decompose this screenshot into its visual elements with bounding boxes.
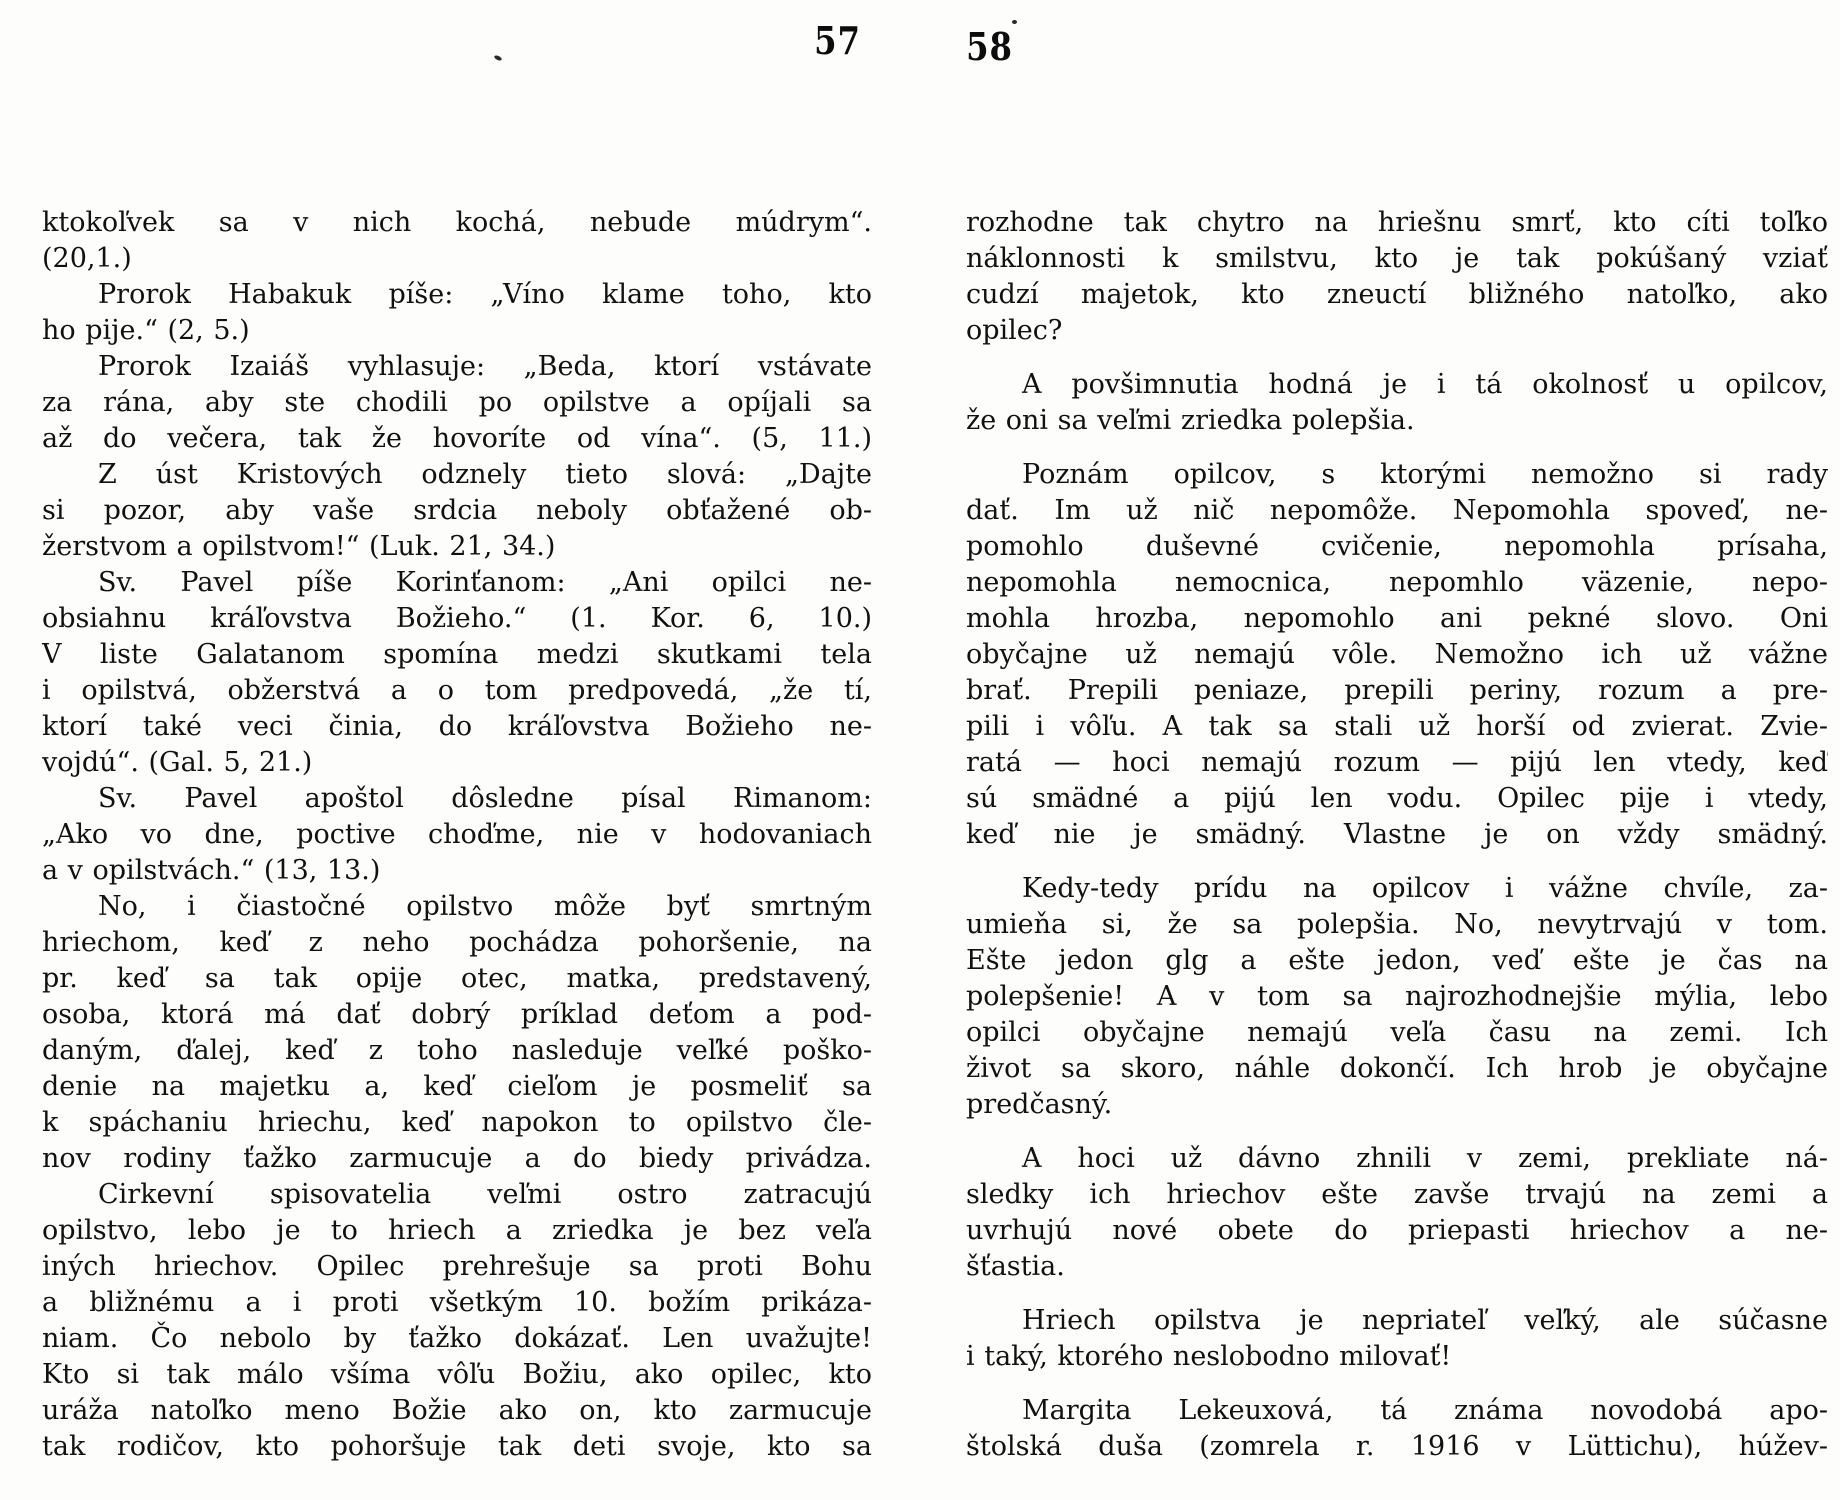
text-line: dať. Im už nič nepomôže. Nepomohla spoveď, ne- (966, 495, 1828, 526)
paragraph (966, 205, 1828, 349)
text-line: obyčajne už nemajú vôle. Nemožno ich už vážne (966, 639, 1828, 670)
text-line: V liste Galatanom spomína medzi skutkami tela (42, 639, 872, 670)
text-line: brať. Prepili peniaze, prepili periny, rozum a pre- (966, 675, 1828, 706)
text-line: sú smädné a pijú len vodu. Opilec pije i vtedy, (966, 783, 1828, 814)
text-line: rozhodne tak chytro na hriešnu smrť, kto cíti toľko (966, 207, 1828, 238)
paragraph (966, 1393, 1828, 1465)
text-line: Z úst Kristových odznely tieto slová: „Dajte (98, 459, 872, 490)
paragraph (966, 871, 1828, 1123)
text-line: niam. Čo nebolo by ťažko dokázať. Len uvažujte! (42, 1323, 872, 1354)
text-line: A povšimnutia hodná je i tá okolnosť u opilcov, (1022, 369, 1828, 400)
text-line: denie na majetku a, keď cieľom je posmeliť sa (42, 1071, 872, 1102)
text-line: opilec? (966, 315, 1063, 346)
text-line: Ešte jedon glg a ešte jedon, veď ešte je čas na (966, 945, 1828, 976)
paragraph (966, 457, 1828, 853)
text-line: predčasný. (966, 1089, 1113, 1120)
text-line: mohla hrozba, nepomohlo ani pekné slovo. Oni (966, 603, 1828, 634)
text-line: ktokoľvek sa v nich kochá, nebude múdrym“. (42, 207, 872, 238)
text-line: pomohlo duševné cvičenie, nepomohla prísaha, (966, 531, 1828, 562)
text-line: si pozor, aby vaše srdcia neboly obťažené ob- (42, 495, 872, 526)
text-line: Hriech opilstva je nepriateľ veľký, ale súčasne (1022, 1305, 1828, 1336)
text-line: a bližnému a i proti všetkým 10. božím prikáza- (42, 1287, 872, 1318)
text-line: štolská duša (zomrela r. 1916 v Lüttichu), húžev- (966, 1431, 1828, 1462)
text-line: cudzí majetok, kto zneuctí bližného natoľko, ako (966, 279, 1828, 310)
scan-artifact-speck (494, 55, 503, 62)
text-line: nov rodiny ťažko zarmucuje a do biedy privádza. (42, 1143, 872, 1174)
page-number-left: 57 (814, 18, 861, 63)
text-line: až do večera, tak že hovoríte od vína“. (5, 11.) (42, 423, 872, 454)
paragraph (966, 1141, 1828, 1285)
text-line: ratá — hoci nemajú rozum — pijú len vtedy, keď (966, 747, 1828, 778)
text-line: hriechom, keď z neho pochádza pohoršenie, na (42, 927, 872, 958)
text-line: polepšenie! A v tom sa najrozhodnejšie mýlia, lebo (966, 981, 1828, 1012)
text-line: A hoci už dávno zhnili v zemi, prekliate ná- (1022, 1143, 1828, 1174)
text-line: (20,1.) (42, 243, 132, 274)
text-line: ktorí také veci činia, do kráľovstva Božieho ne- (42, 711, 872, 742)
text-line: nepomohla nemocnica, nepomhlo väzenie, nepo- (966, 567, 1828, 598)
text-line: za rána, aby ste chodili po opilstve a opíjali sa (42, 387, 872, 418)
text-line: i taký, ktorého neslobodno milovať! (966, 1341, 1452, 1372)
text-line: No, i čiastočné opilstvo môže byť smrtným (98, 891, 872, 922)
text-line: sledky ich hriechov ešte zavše trvajú na zemi a (966, 1179, 1828, 1210)
text-line: život sa skoro, náhle dokončí. Ich hrob je obyčajne (966, 1053, 1828, 1084)
scan-artifact-speck (1012, 20, 1017, 24)
text-line: Sv. Pavel apoštol dôsledne písal Rimanom: (98, 783, 872, 814)
text-line: šťastia. (966, 1251, 1065, 1282)
text-line: Margita Lekeuxová, tá známa novodobá apo- (1022, 1395, 1828, 1426)
text-line: uráža natoľko meno Božie ako on, kto zarmucuje (42, 1395, 872, 1426)
paragraph (966, 1303, 1828, 1375)
text-line: pr. keď sa tak opije otec, matka, predstavený, (42, 963, 872, 994)
text-line: obsiahnu kráľovstva Božieho.“ (1. Kor. 6, 10.) (42, 603, 872, 634)
text-line: Poznám opilcov, s ktorými nemožno si rady (1022, 459, 1828, 490)
text-line: daným, ďalej, keď z toho nasleduje veľké poško- (42, 1035, 872, 1066)
text-line: osoba, ktorá má dať dobrý príklad deťom a pod- (42, 999, 872, 1030)
text-line: keď nie je smädný. Vlastne je on vždy smädný. (966, 819, 1828, 850)
page-number-right: 58 (966, 24, 1013, 69)
text-line: ho pije.“ (2, 5.) (42, 315, 250, 346)
text-line: uvrhujú nové obete do priepasti hriechov a ne- (966, 1215, 1828, 1246)
text-line: i opilstvá, obžerstvá a o tom predpovedá, „že tí, (42, 675, 872, 706)
left-page-text-column (42, 205, 872, 1465)
text-line: „Ako vo dne, poctive choďme, nie v hodovaniach (42, 819, 872, 850)
text-line: Sv. Pavel píše Korinťanom: „Ani opilci ne- (98, 567, 872, 598)
text-line: opilci obyčajne nemajú veľa času na zemi. Ich (966, 1017, 1828, 1048)
text-line: pili i vôľu. A tak sa stali už horší od zvierat. Zvie- (966, 711, 1828, 742)
text-line: opilstvo, lebo je to hriech a zriedka je bez veľa (42, 1215, 872, 1246)
right-page-text-column (966, 205, 1828, 1465)
paragraph (966, 367, 1828, 439)
text-line: iných hriechov. Opilec prehrešuje sa proti Bohu (42, 1251, 872, 1282)
text-line: Prorok Habakuk píše: „Víno klame toho, kto (98, 279, 872, 310)
text-line: umieňa si, že sa polepšia. No, nevytrvajú v tom. (966, 909, 1828, 940)
text-line: tak rodičov, kto pohoršuje tak deti svoje, kto sa (42, 1431, 872, 1462)
text-line: vojdú“. (Gal. 5, 21.) (42, 747, 313, 778)
text-line: k spáchaniu hriechu, keď napokon to opilstvo čle- (42, 1107, 872, 1138)
text-line: náklonnosti k smilstvu, kto je tak pokúšaný vziať (966, 243, 1828, 274)
text-line: Kedy-tedy prídu na opilcov i vážne chvíle, za- (1022, 873, 1828, 904)
text-line: Prorok Izaiáš vyhlasuje: „Beda, ktorí vstávate (98, 351, 872, 382)
text-line: a v opilstvách.“ (13, 13.) (42, 855, 381, 886)
text-line: že oni sa veľmi zriedka polepšia. (966, 405, 1415, 436)
text-line: Cirkevní spisovatelia veľmi ostro zatracujú (98, 1179, 872, 1210)
text-line: žerstvom a opilstvom!“ (Luk. 21, 34.) (42, 531, 556, 562)
text-line: Kto si tak málo všíma vôľu Božiu, ako opilec, kto (42, 1359, 872, 1390)
